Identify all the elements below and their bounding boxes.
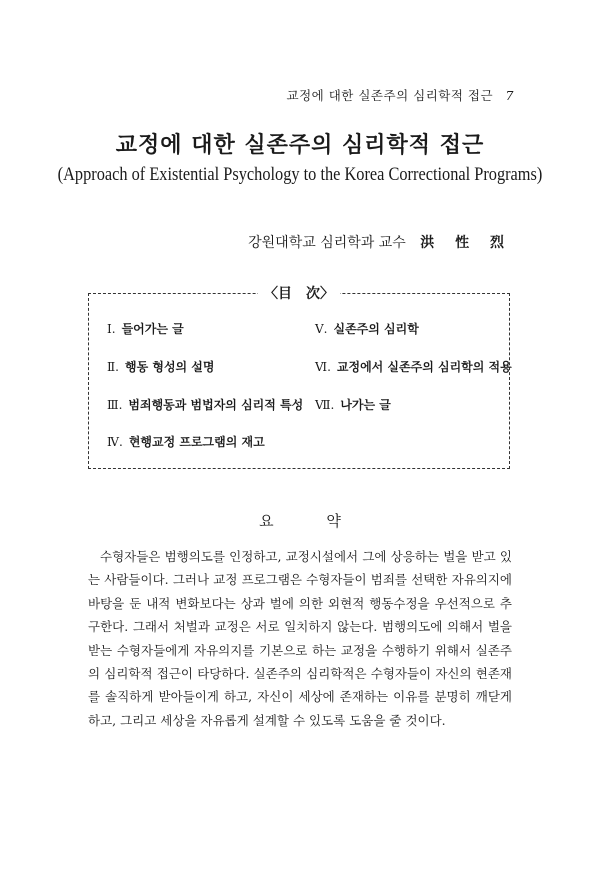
author-affiliation: 강원대학교 심리학과 교수 xyxy=(248,235,406,251)
toc-item-5 xyxy=(315,320,419,337)
page-number: 7 xyxy=(505,88,514,103)
toc-item-number: Ⅴ. xyxy=(315,322,328,336)
toc-item-number: Ⅶ. xyxy=(315,398,335,412)
toc-item-number: Ⅵ. xyxy=(315,360,331,374)
toc-heading-wrapper xyxy=(89,283,509,303)
paper-title-korean: 교정에 대한 실존주의 심리학적 접근 xyxy=(115,132,485,158)
toc-item-label: 행동 형성의 설명 xyxy=(124,360,215,374)
toc-item-label: 들어가는 글 xyxy=(121,322,184,336)
author-name: 洪 性 烈 xyxy=(420,235,512,251)
toc-item-number: Ⅲ. xyxy=(107,398,123,412)
summary-heading: 요 약 xyxy=(259,512,365,530)
author-line xyxy=(248,232,512,252)
summary-paragraph: 수형자들은 범행의도를 인정하고, 교정시설에서 그에 상응하는 벌을 받고 있는 사람들이다. 그러나 교정 프로그램은 수형자들이 범죄를 선택한 자유의지에 바탕을 둔 내적 변화보다는 상과 벌에 의한 외현적 행동수정을 우선적으로 추구한다. 그래서 처벌과 교정은 서로 일치하지 않는다. 범행의도에 의해서 벌을 받는 수형자들에게 자유의지를 기본으로 하는 교정을 수행하기 위해서 실존주의 심리학적 접근이 타당하다. 실존주의 심리학적은 수형자들이 자신의 현존재를 솔직하게 받아들이게 하고, 자신이 세상에 존재하는 이유를 분명히 깨닫게 하고, 그리고 세상을 자유롭게 설계할 수 있도록 도움을 줄 것이다. xyxy=(88,549,512,728)
toc-item-label: 실존주의 심리학 xyxy=(333,322,419,336)
toc-item-1 xyxy=(107,320,184,337)
toc-item-label: 범죄행동과 범법자의 심리적 특성 xyxy=(128,398,304,412)
toc-item-number: Ⅰ. xyxy=(107,322,116,336)
running-header xyxy=(287,86,514,104)
toc-item-2 xyxy=(107,358,215,375)
toc-heading: 〈目 次〉 xyxy=(258,286,340,302)
toc-item-3 xyxy=(107,396,303,413)
paper-title-english: (Approach of Existential Psychology to the Korea Correctional Programs) xyxy=(57,164,543,185)
running-header-text: 교정에 대한 실존주의 심리학적 접근 xyxy=(286,88,494,103)
toc-item-4 xyxy=(107,433,265,450)
toc-item-label: 교정에서 실존주의 심리학의 적용 xyxy=(336,360,512,374)
toc-item-label: 나가는 글 xyxy=(340,398,391,412)
toc-item-7 xyxy=(315,396,391,413)
toc-item-number: Ⅳ. xyxy=(107,435,123,449)
table-of-contents xyxy=(88,286,512,469)
toc-item-label: 현행교정 프로그램의 재고 xyxy=(128,435,265,449)
toc-item-number: Ⅱ. xyxy=(107,360,119,374)
toc-item-6 xyxy=(315,358,512,375)
